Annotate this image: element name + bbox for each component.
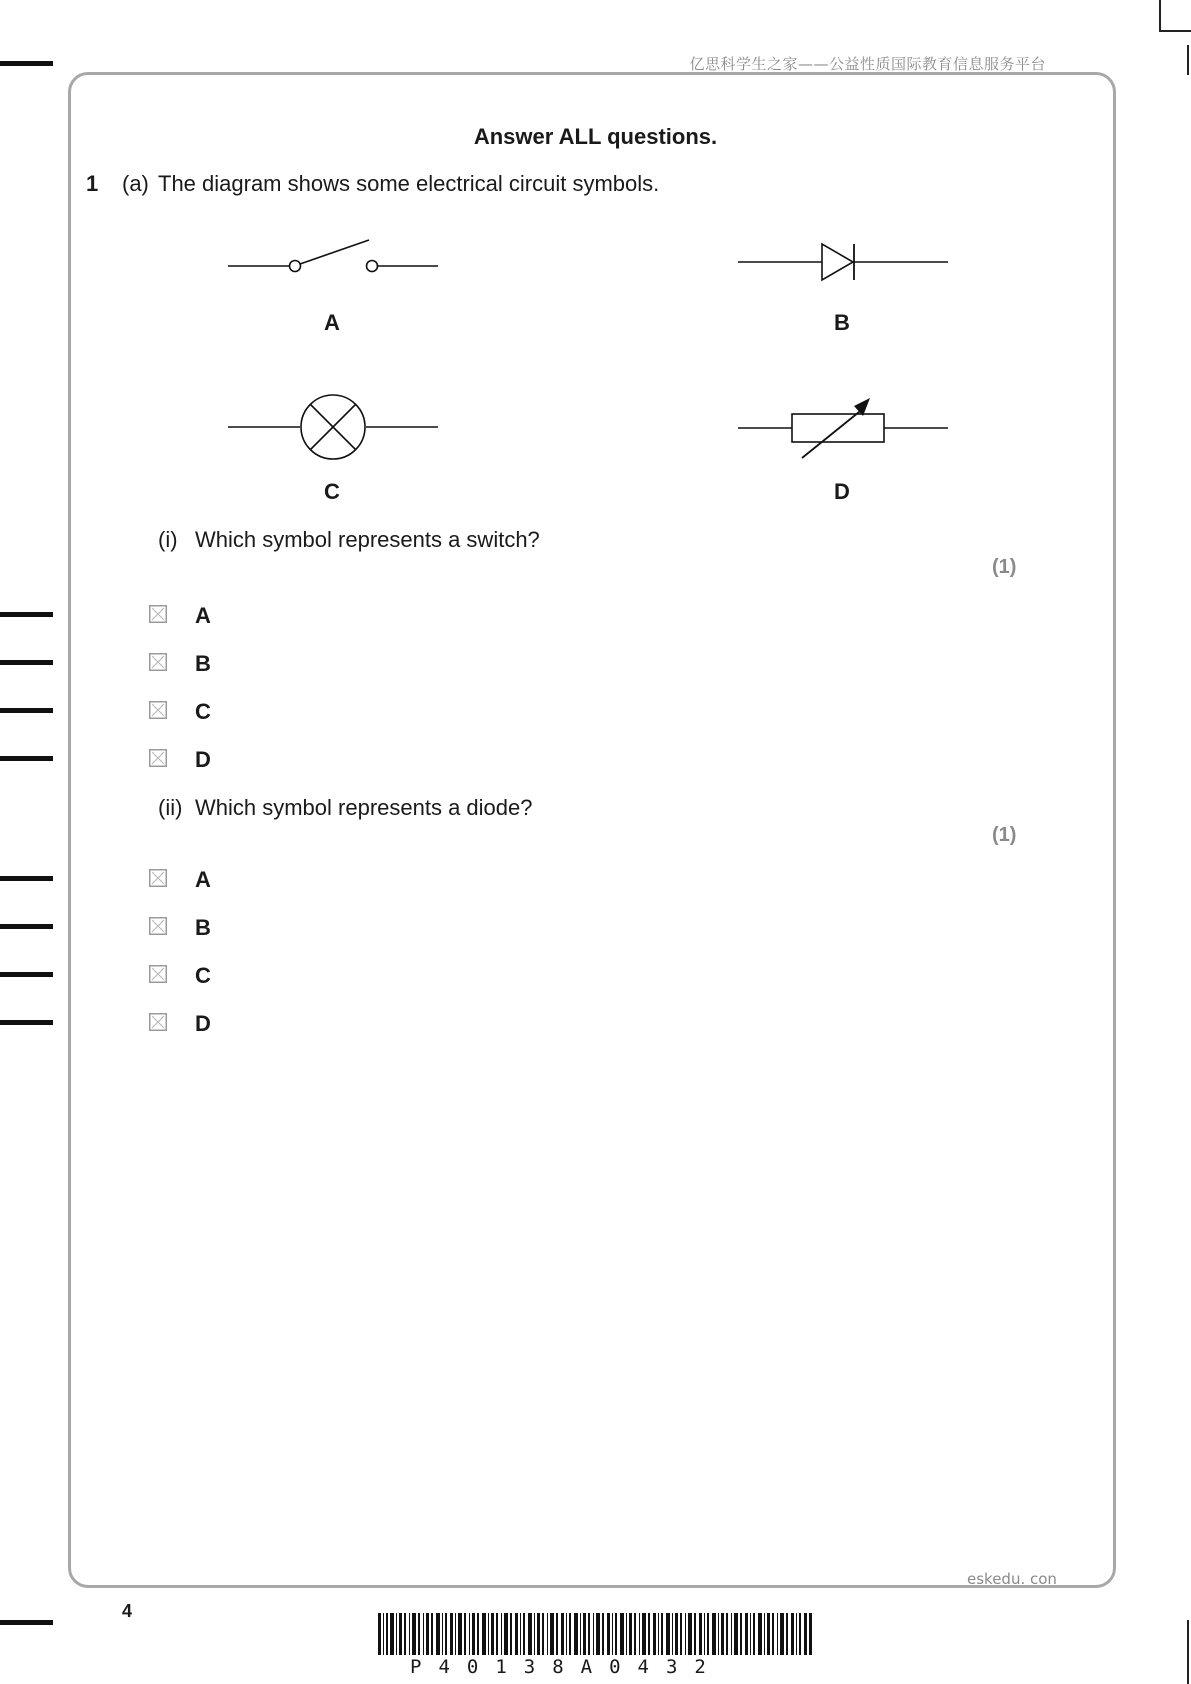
edge-bar	[0, 876, 53, 881]
edge-bar	[0, 612, 53, 617]
symbol-label-c: C	[324, 479, 340, 504]
option-label: D	[195, 1011, 211, 1036]
crop-line-right-top	[1187, 45, 1189, 75]
lamp-symbol-icon	[226, 392, 442, 462]
sub-question-number: (i)	[158, 527, 178, 552]
page-frame	[68, 72, 1116, 1588]
barcode-text: P40138A0432	[410, 1656, 723, 1678]
symbol-label-d: D	[834, 479, 850, 504]
question-part: (a)	[122, 171, 149, 196]
sub-question-text: Which symbol represents a switch?	[195, 527, 540, 552]
answer-checkbox-a[interactable]	[149, 869, 167, 887]
page-number: 4	[122, 1601, 133, 1621]
edge-bar	[0, 660, 53, 665]
crop-mark-top-right	[1159, 0, 1191, 32]
question-number: 1	[86, 171, 99, 196]
marks-allocation: (1)	[992, 824, 1017, 846]
symbol-label-a: A	[324, 310, 340, 335]
diode-symbol-icon	[736, 240, 952, 284]
symbol-label-b: B	[834, 310, 850, 335]
option-label: A	[195, 867, 211, 892]
edge-bar	[0, 708, 53, 713]
switch-symbol-icon	[226, 234, 442, 274]
answer-checkbox-c[interactable]	[149, 701, 167, 719]
answer-checkbox-b[interactable]	[149, 653, 167, 671]
answer-checkbox-d[interactable]	[149, 749, 167, 767]
option-label: D	[195, 747, 211, 772]
answer-checkbox-c[interactable]	[149, 965, 167, 983]
variable-resistor-symbol-icon	[736, 396, 952, 462]
page-heading: Answer ALL questions.	[473, 124, 718, 149]
option-label: C	[195, 963, 211, 988]
header-watermark: 亿思科学生之家——公益性质国际教育信息服务平台	[689, 55, 1046, 73]
option-label: B	[195, 915, 211, 940]
answer-checkbox-a[interactable]	[149, 605, 167, 623]
footer-watermark: eskedu. con	[967, 1570, 1057, 1588]
sub-question-text: Which symbol represents a diode?	[195, 795, 533, 820]
answer-checkbox-d[interactable]	[149, 1013, 167, 1031]
edge-bar	[0, 1620, 53, 1625]
question-text: The diagram shows some electrical circuit symbols.	[158, 171, 660, 196]
edge-bar	[0, 972, 53, 977]
sub-question-number: (ii)	[158, 795, 183, 820]
barcode-icon	[378, 1613, 812, 1655]
marks-allocation: (1)	[992, 556, 1017, 578]
option-label: B	[195, 651, 211, 676]
edge-bar	[0, 61, 53, 66]
option-label: A	[195, 603, 211, 628]
crop-line-right-bottom	[1187, 1620, 1189, 1684]
edge-bar	[0, 756, 53, 761]
answer-checkbox-b[interactable]	[149, 917, 167, 935]
option-label: C	[195, 699, 211, 724]
edge-bar	[0, 924, 53, 929]
edge-bar	[0, 1020, 53, 1025]
